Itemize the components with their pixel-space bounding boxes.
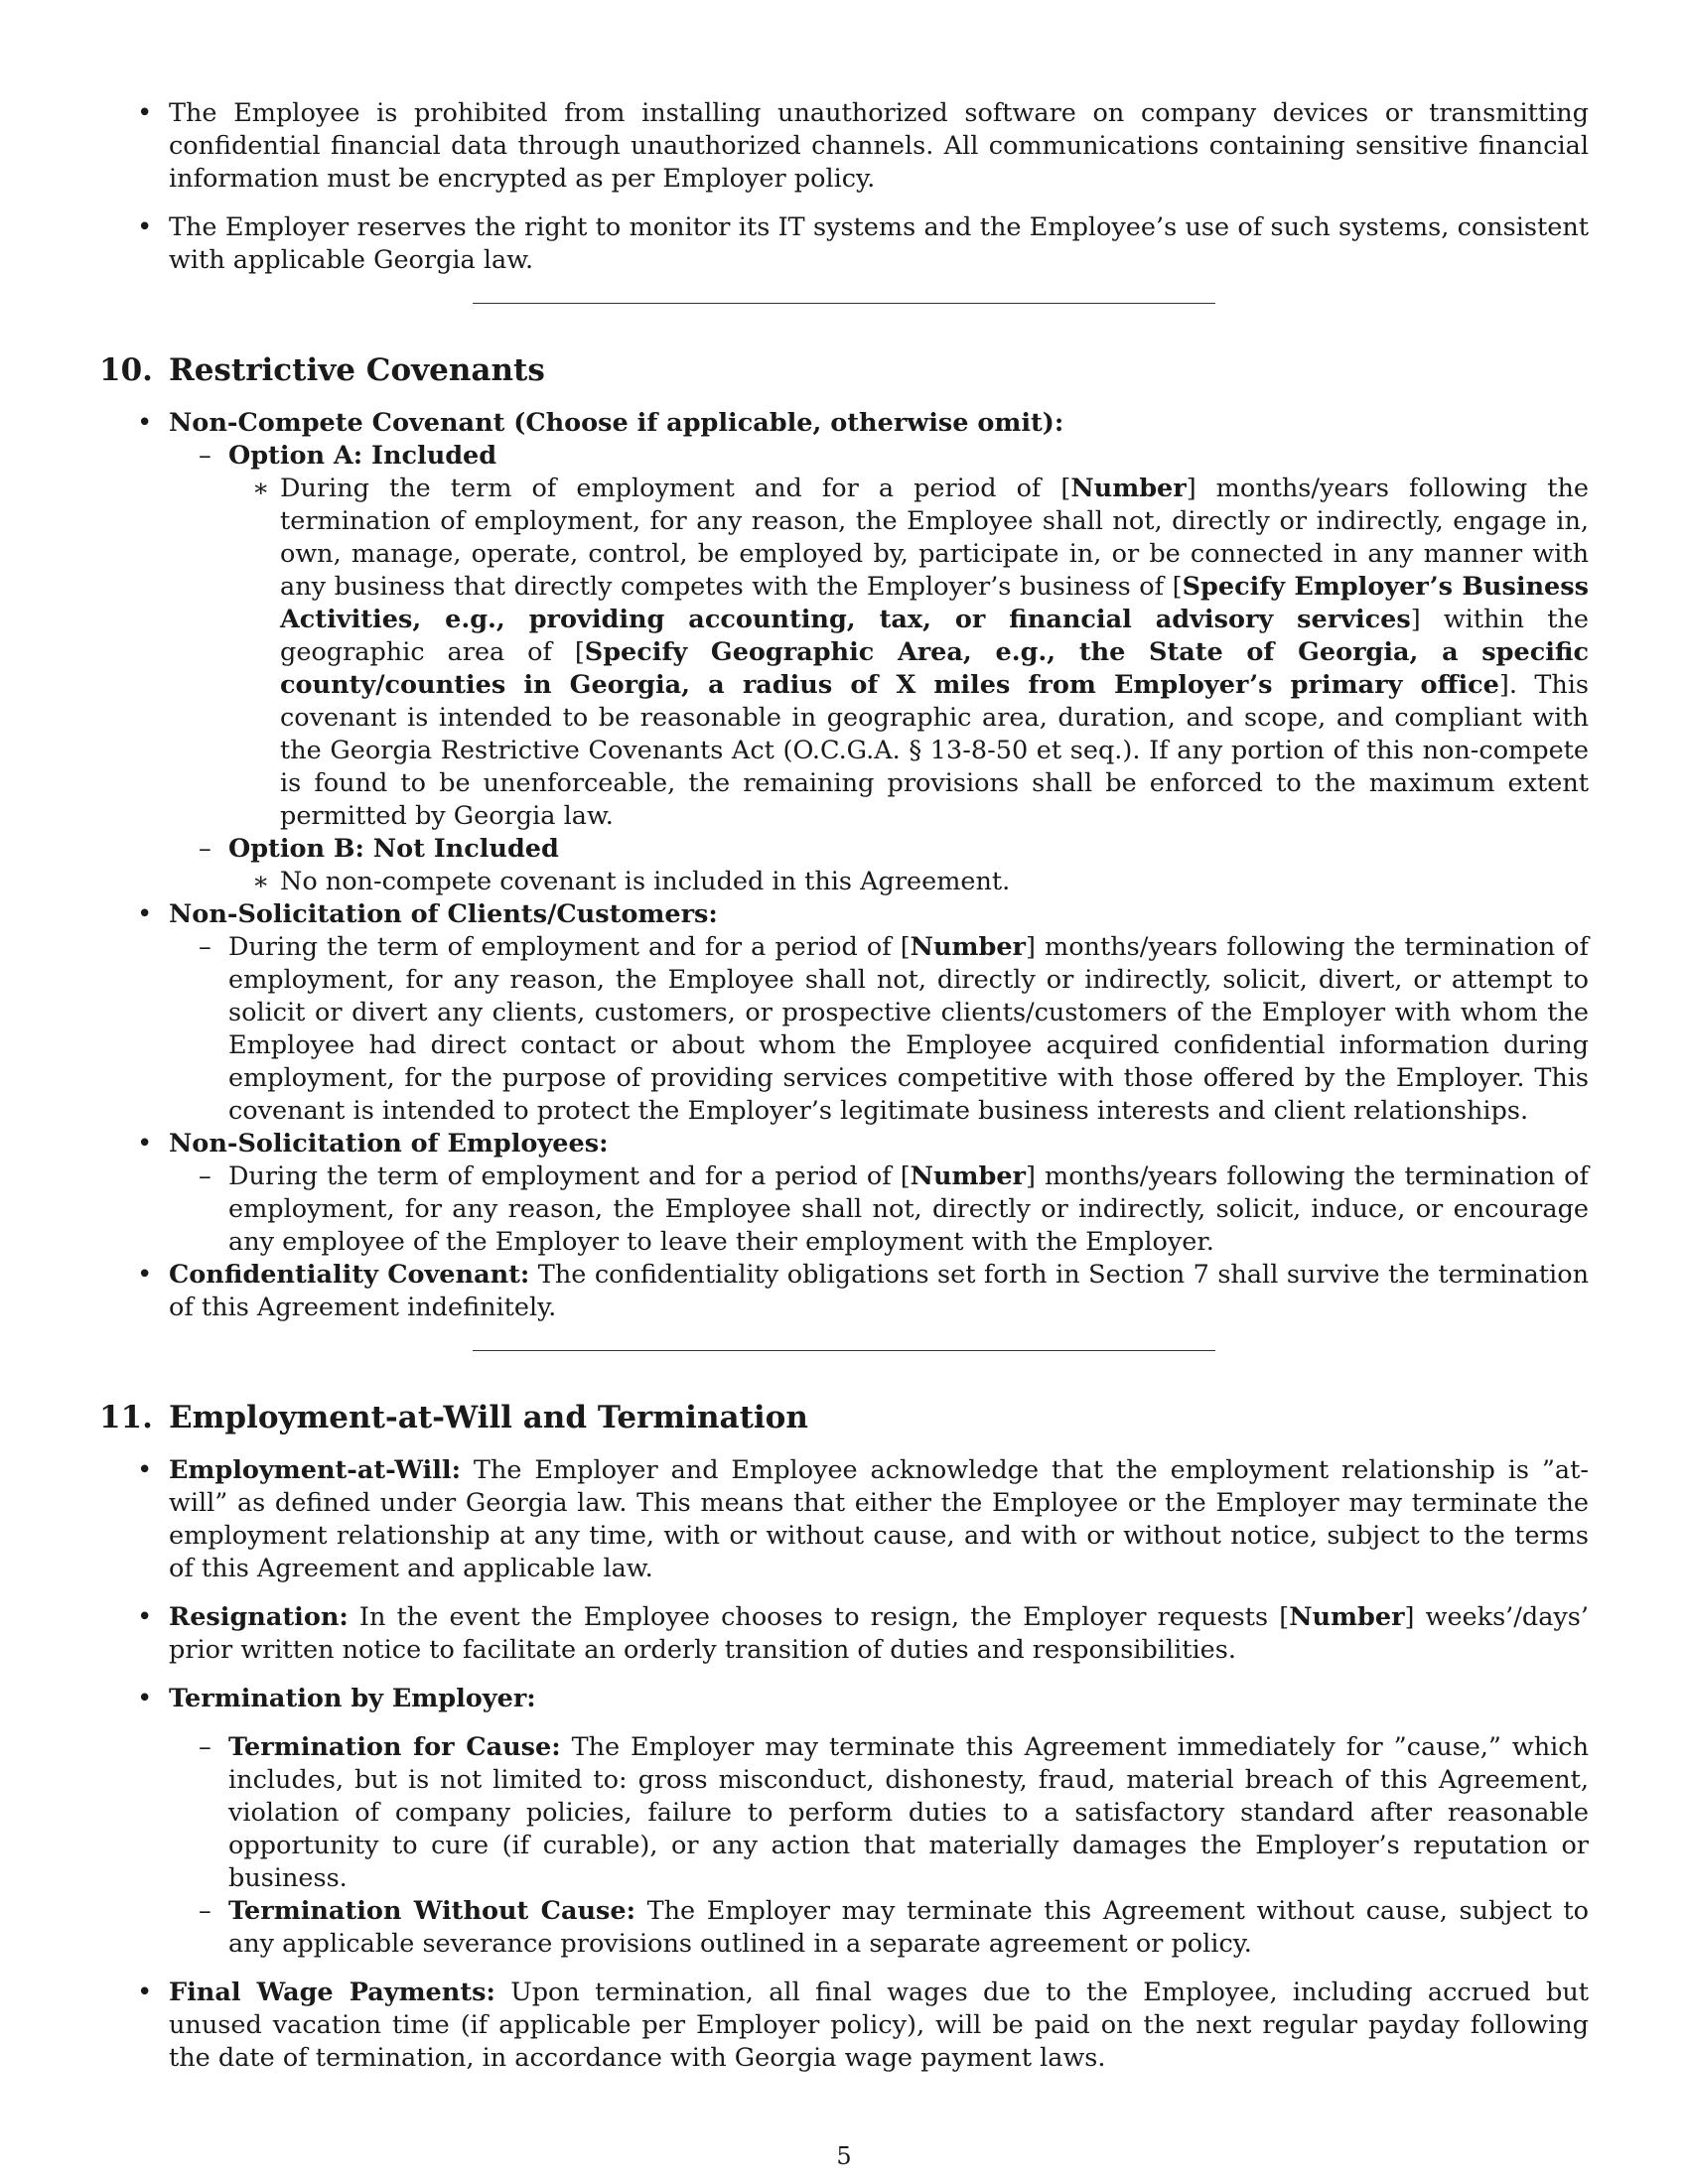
- resignation-item: • Resignation: In the event the Employee chooses to resign, the Employer requests [Number] weeks’/days’ prior written notice to facilitate an orderly transition of duties and responsibilities.: [99, 1601, 1589, 1667]
- final-wages-label: Final Wage Payments:: [169, 1978, 495, 2007]
- for-cause-item: – Termination for Cause: The Employer may terminate this Agreement immediately for ”cause,” which includes, but is not limited to: gross misconduct, dishonesty, fraud, material breach of this Agreement, violation of company policies, failure to perform duties to a satisfactory standard after reasonable opportunity to cure (if curable), or any action that materially damages the Employer’s reputation or business.: [169, 1731, 1589, 1895]
- number-placeholder: Number: [1070, 474, 1187, 503]
- area-placeholder: Specify Geographic Area, e.g., the State of Georgia, a specific county/counties in Georgia, a radius of X miles from Employer’s primary office: [280, 637, 1589, 700]
- option-a-label: Option A: Included: [228, 441, 497, 471]
- termination-by-employer-item: [99, 1683, 1589, 1961]
- section-divider: [473, 303, 1215, 304]
- option-b-label: Option B: Not Included: [228, 834, 559, 864]
- nonsolicit-clients-item: [99, 898, 1589, 1128]
- confidentiality-item: • Confidentiality Covenant: The confidentiality obligations set forth in Section 7 shall survive the termination of this Agreement indefinitely.: [99, 1259, 1589, 1324]
- option-b-text: ∗ No non-compete covenant is included in this Agreement.: [228, 866, 1589, 898]
- section-10-heading: 10. Restrictive Covenants: [99, 352, 545, 388]
- at-will-item: • Employment-at-Will: The Employer and Employee acknowledge that the employment relationship is ”at-will” as defined under Georgia law. This means that either the Employee or the Employer may terminate the employment relationship at any time, with or without cause, and with or without notice, subject to the terms of this Agreement and applicable law.: [99, 1454, 1589, 1585]
- noncompete-label: Non-Compete Covenant (Choose if applicable, otherwise omit):: [169, 408, 1064, 438]
- number-placeholder: Number: [910, 1161, 1026, 1191]
- nonsolicit-clients-text: – During the term of employment and for a period of [Number] months/years following the termination of employment, for any reason, the Employee shall not, directly or indirectly, solicit, divert, or attempt to solicit or divert any clients, customers, or prospective clients/customers of the Employer with whom the Employee had direct contact or about whom the Employee acquired confidential information during employment, for the purpose of providing services competitive with those offered by the Employer. This covenant is intended to protect the Employer’s legitimate business interests and client relationships.: [169, 931, 1589, 1128]
- option-a-text: ∗ During the term of employment and for a period of [Number] months/years following the termination of employment, for any reason, the Employee shall not, directly or indirectly, engage in, own, manage, operate, control, be employed by, participate in, or be connected in any manner with any business that directly competes with the Employer’s business of [Specify Employer’s Business Activities, e.g., providing accounting, tax, or financial advisory services] within the geographic area of [Specify Geographic Area, e.g., the State of Georgia, a specific county/counties in Georgia, a radius of X miles from Employer’s primary office]. This covenant is intended to be reasonable in geographic area, duration, and scope, and compliant with the Georgia Restrictive Covenants Act (O.C.G.A. § 13-8-50 et seq.). If any portion of this non-compete is found to be unenforceable, the remaining provisions shall be enforced to the maximum extent permitted by Georgia law.: [228, 473, 1589, 833]
- nonsolicit-employees-item: [99, 1128, 1589, 1259]
- list-item: • The Employer reserves the right to monitor its IT systems and the Employee’s use of such systems, consistent with applicable Georgia law.: [99, 211, 1589, 277]
- nonsolicit-employees-text: – During the term of employment and for a period of [Number] months/years following the termination of employment, for any reason, the Employee shall not, directly or indirectly, solicit, induce, or encourage any employee of the Employer to leave their employment with the Employer.: [169, 1160, 1589, 1259]
- termination-by-employer-label: Termination by Employer:: [169, 1684, 536, 1713]
- business-placeholder: Specify Employer’s Business Activities, e.g., providing accounting, tax, or financial advisory services: [280, 572, 1589, 634]
- section-divider: [473, 1350, 1215, 1351]
- option-b-item: [169, 833, 1589, 898]
- without-cause-label: Termination Without Cause:: [228, 1896, 636, 1926]
- nonsolicit-clients-label: Non-Solicitation of Clients/Customers:: [169, 899, 718, 929]
- option-a-item: [169, 440, 1589, 833]
- page-number: 5: [836, 2142, 852, 2170]
- for-cause-label: Termination for Cause:: [228, 1732, 561, 1762]
- termination-list: [99, 1454, 1589, 2075]
- resignation-label: Resignation:: [169, 1602, 349, 1632]
- list-item: • The Employee is prohibited from installing unauthorized software on company devices or transmitting confidential financial data through unauthorized channels. All communications containing sensitive financial information must be encrypted as per Employer policy.: [99, 97, 1589, 196]
- it-policy-list: [99, 97, 1589, 277]
- without-cause-item: – Termination Without Cause: The Employer may terminate this Agreement without cause, subject to any applicable severance provisions outlined in a separate agreement or policy.: [169, 1895, 1589, 1961]
- number-placeholder: Number: [1289, 1602, 1405, 1632]
- section-11-heading: 11. Employment-at-Will and Termination: [99, 1400, 808, 1435]
- at-will-label: Employment-at-Will:: [169, 1455, 462, 1485]
- page-content: [99, 97, 1589, 2091]
- final-wages-item: • Final Wage Payments: Upon termination, all final wages due to the Employee, including accrued but unused vacation time (if applicable per Employer policy), will be paid on the next regular payday following the date of termination, in accordance with Georgia wage payment laws.: [99, 1977, 1589, 2075]
- confidentiality-label: Confidentiality Covenant:: [169, 1260, 530, 1290]
- restrictive-covenants-list: [99, 407, 1589, 1324]
- nonsolicit-employees-label: Non-Solicitation of Employees:: [169, 1129, 609, 1159]
- noncompete-item: [99, 407, 1589, 898]
- number-placeholder: Number: [910, 932, 1026, 962]
